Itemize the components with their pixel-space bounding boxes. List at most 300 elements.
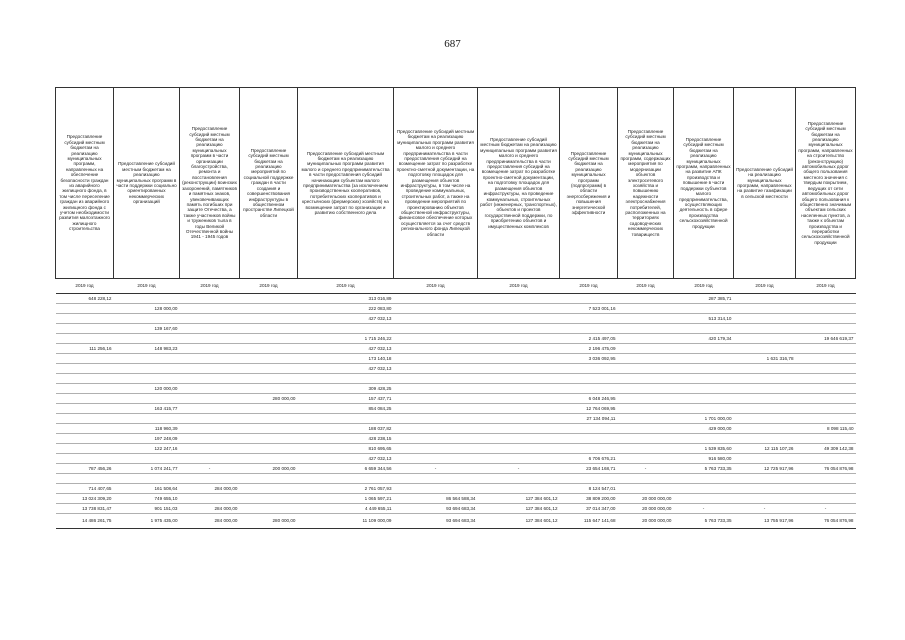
table-cell: 8 098 115,40 — [796, 424, 856, 434]
table-cell — [180, 394, 240, 404]
table-cell: 120 000,00 — [114, 384, 180, 394]
table-cell — [618, 354, 674, 364]
table-cell: 854 084,25 — [298, 404, 394, 414]
table-cell — [240, 424, 298, 434]
table-cell — [240, 494, 298, 504]
table-cell — [734, 364, 796, 374]
table-cell — [734, 414, 796, 424]
table-cell — [478, 434, 560, 444]
total-cell: 115 647 141,68 — [560, 514, 618, 529]
table-cell — [560, 444, 618, 454]
table-cell: 122 247,16 — [114, 444, 180, 454]
table-cell: 163 415,77 — [114, 404, 180, 414]
total-cell: 14 486 261,75 — [56, 514, 114, 529]
total-cell: 76 054 876,98 — [796, 514, 856, 529]
table-cell — [478, 384, 560, 394]
table-cell — [180, 404, 240, 414]
table-cell — [240, 404, 298, 414]
table-cell — [618, 334, 674, 344]
table-cell — [114, 454, 180, 464]
column-header: Предоставление субсидий местным бюджетам на реализацию муниципальных программ развития малого и среднего предпринимательства в части предоставления субсидий на возмещение затрат по разработке проектно-сметной документации, на подготовку площадок для размещения объектов инфраструктуры, на проведение коммунальных, строительных работ (инженерных, транспортных), объектов и проектов государственной поддержки, по приобретению объектов и имущественных комплексов — [478, 88, 560, 279]
budget-table — [55, 87, 856, 529]
table-cell — [796, 314, 856, 324]
table-cell — [796, 434, 856, 444]
table-cell — [180, 434, 240, 444]
table-row — [56, 304, 856, 314]
column-header: Предоставление субсидий местным бюджетам на реализацию муниципальных программ, направленных на строительство (реконструкцию) автомобильных дорог общего пользования местного значения с твердым покрытием, ведущих от сети автомобильных дорог общего пользования к общественно значимым объектам сельских населенных пунктов, а также к объектам производства и переработки сельскохозяйственной продукции — [796, 88, 856, 279]
table-cell — [796, 374, 856, 384]
table-cell — [56, 314, 114, 324]
table-cell: 118 960,39 — [114, 424, 180, 434]
table-cell: 787 456,26 — [56, 464, 114, 474]
table-cell — [114, 474, 180, 484]
table-cell — [240, 474, 298, 484]
table-cell — [298, 374, 394, 384]
table-cell — [298, 474, 394, 484]
table-cell — [618, 344, 674, 354]
table-cell — [560, 364, 618, 374]
table-cell — [180, 354, 240, 364]
table-cell: 1 715 246,22 — [298, 334, 394, 344]
table-cell — [56, 384, 114, 394]
table-cell — [796, 404, 856, 414]
table-cell — [394, 314, 478, 324]
table-cell: 4 449 655,11 — [298, 504, 394, 514]
table-cell: - — [180, 464, 240, 474]
table-cell — [394, 364, 478, 374]
year-label: 2019 год — [734, 279, 796, 294]
table-cell — [394, 424, 478, 434]
table-cell: 13 024 309,20 — [56, 494, 114, 504]
table-row — [56, 364, 856, 374]
column-header: Предоставление субсидий местным бюджетам на реализацию муниципальных программ, направленных на обеспечение безопасности граждан из аварийного жилищного фонда, в том числе переселение граждан из аварийного жилищного фонда с учетом необходимости развития малоэтажного жилищного строительства — [56, 88, 114, 279]
table-cell — [240, 454, 298, 464]
table-cell — [240, 294, 298, 304]
table-cell: 5 763 733,35 — [674, 464, 734, 474]
table-cell — [114, 394, 180, 404]
table-cell — [180, 334, 240, 344]
table-cell: 1 065 597,21 — [298, 494, 394, 504]
column-header: Предоставление субсидий местным бюджетам на реализацию муниципальных программ (подпрограмм) в области энергосбережения и повышения энергетической эффективности — [560, 88, 618, 279]
table-cell — [478, 394, 560, 404]
table-cell: 7 523 001,16 — [560, 304, 618, 314]
table-row — [56, 334, 856, 344]
table-cell — [796, 384, 856, 394]
table-cell — [394, 384, 478, 394]
table-cell — [734, 434, 796, 444]
table-cell — [674, 324, 734, 334]
column-header: Предоставление субсидий местным бюджетам на реализацию муниципальных программ развития малого и среднего предпринимательства в части предоставления субсидий на возмещение затрат по разработке проектно-сметной документации, на подготовку площадок для размещения объектов инфраструктуры, в том числе на проведение коммунальных, строительных работ, а также на проведение мероприятий по проектированию объектов общественной инфраструктуры, финансовое обеспечение которых осуществляется за счет средств регионального фонда Липецкой области — [394, 88, 478, 279]
table-cell — [674, 474, 734, 484]
table-cell — [180, 414, 240, 424]
table-cell: 111 256,16 — [56, 344, 114, 354]
table-cell: 714 407,65 — [56, 484, 114, 494]
table-cell — [618, 454, 674, 464]
table-cell: 810 695,65 — [298, 444, 394, 454]
table-row — [56, 324, 856, 334]
table-cell — [180, 324, 240, 334]
table-cell — [478, 354, 560, 364]
table-cell — [240, 324, 298, 334]
column-header: Предоставление субсидий местным бюджетам на реализацию муниципальных программ, содержащих мероприятия по модернизации объектов электросетевого хозяйства и повышению надежности электроснабжения потребителей, расположенных на территориях садоводческих некоммерческих товариществ — [618, 88, 674, 279]
table-cell — [618, 424, 674, 434]
table-cell: 12 764 069,95 — [560, 404, 618, 414]
table-cell — [618, 434, 674, 444]
table-cell — [298, 324, 394, 334]
year-row — [56, 279, 856, 294]
table-cell — [734, 334, 796, 344]
table-row — [56, 354, 856, 364]
table-cell: 916 580,00 — [674, 454, 734, 464]
table-cell — [56, 304, 114, 314]
table-row — [56, 394, 856, 404]
table-cell: 8 124 547,01 — [560, 484, 618, 494]
table-cell — [180, 294, 240, 304]
table-cell — [240, 504, 298, 514]
table-cell: 6 659 344,56 — [298, 464, 394, 474]
table-cell — [796, 394, 856, 404]
table-cell — [618, 394, 674, 404]
table-cell: 1 631 316,78 — [734, 354, 796, 364]
table-row — [56, 434, 856, 444]
table-cell — [674, 434, 734, 444]
table-cell — [180, 494, 240, 504]
table-cell — [734, 494, 796, 504]
table-cell — [618, 364, 674, 374]
table-cell — [180, 374, 240, 384]
table-cell — [478, 474, 560, 484]
total-cell: 20 000 000,00 — [618, 514, 674, 529]
table-cell — [180, 444, 240, 454]
table-cell — [240, 314, 298, 324]
total-cell: 127 384 601,12 — [478, 514, 560, 529]
table-cell: 3 036 092,95 — [560, 354, 618, 364]
table-cell — [394, 414, 478, 424]
table-cell — [478, 304, 560, 314]
table-cell: 749 655,10 — [114, 494, 180, 504]
table-cell: - — [734, 504, 796, 514]
year-label: 2019 год — [478, 279, 560, 294]
table-cell: 901 151,03 — [114, 504, 180, 514]
column-header: Предоставление субсидий местным бюджетам на реализацию мероприятий по социальной поддержке граждан в части создания и совершенствования инфраструктуры в общественном пространстве Липецкой области — [240, 88, 298, 279]
table-cell: - — [674, 504, 734, 514]
table-cell — [56, 404, 114, 414]
table-cell — [674, 484, 734, 494]
table-cell — [56, 354, 114, 364]
total-cell: 280 000,00 — [240, 514, 298, 529]
table-cell: 139 167,60 — [114, 324, 180, 334]
table-cell — [560, 314, 618, 324]
table-cell — [618, 304, 674, 314]
table-cell — [56, 414, 114, 424]
table-cell — [674, 364, 734, 374]
table-cell — [734, 404, 796, 414]
table-cell — [478, 314, 560, 324]
table-cell — [734, 424, 796, 434]
table-cell: 38 809 200,00 — [560, 494, 618, 504]
table-cell: 27 134 094,11 — [560, 414, 618, 424]
table-cell: 427 032,13 — [298, 454, 394, 464]
table-cell — [674, 384, 734, 394]
table-cell — [618, 474, 674, 484]
table-cell — [734, 454, 796, 464]
table-cell — [560, 324, 618, 334]
table-cell — [796, 324, 856, 334]
column-header: Предоставление субсидий местным бюджетам на реализацию муниципальных программ в части поддержки социально ориентированных некоммерческих организаций — [114, 88, 180, 279]
table-cell — [180, 314, 240, 324]
total-cell: 93 694 683,34 — [394, 514, 478, 529]
table-cell — [180, 474, 240, 484]
table-cell — [796, 344, 856, 354]
table-cell — [394, 344, 478, 354]
total-row — [56, 514, 856, 529]
table-cell: 148 983,23 — [114, 344, 180, 354]
year-label: 2019 год — [56, 279, 114, 294]
table-cell — [180, 344, 240, 354]
table-cell: 280 000,00 — [240, 394, 298, 404]
table-cell: 2 761 057,93 — [298, 484, 394, 494]
table-row — [56, 414, 856, 424]
table-cell: 200 000,00 — [240, 464, 298, 474]
table-cell — [114, 314, 180, 324]
table-cell: 6 048 246,95 — [560, 394, 618, 404]
table-cell — [796, 474, 856, 484]
table-cell — [478, 344, 560, 354]
year-label: 2019 год — [180, 279, 240, 294]
table-row — [56, 424, 856, 434]
table-cell — [796, 454, 856, 464]
total-cell: 13 755 917,96 — [734, 514, 796, 529]
table-cell — [114, 354, 180, 364]
table-row — [56, 464, 856, 474]
table-cell — [478, 444, 560, 454]
table-cell: 427 032,13 — [298, 314, 394, 324]
table-cell — [180, 384, 240, 394]
table-cell: 1 539 835,60 — [674, 444, 734, 454]
total-cell: 11 109 000,09 — [298, 514, 394, 529]
table-cell: - — [796, 504, 856, 514]
table-row — [56, 374, 856, 384]
table-cell: 197 248,09 — [114, 434, 180, 444]
table-cell — [796, 484, 856, 494]
table-cell — [478, 324, 560, 334]
column-header: Предоставление субсидий местным бюджетам на реализацию муниципальных программ, направленных на развитие АПК производства и повышение в части поддержки субъектов малого предпринимательства, осуществляющих деятельность в сфере производства сельскохозяйственной продукции — [674, 88, 734, 279]
header-row — [56, 88, 856, 279]
table-cell — [56, 364, 114, 374]
table-cell — [560, 474, 618, 484]
table-cell — [796, 304, 856, 314]
table-cell — [394, 294, 478, 304]
year-label: 2019 год — [796, 279, 856, 294]
table-cell — [734, 344, 796, 354]
table-cell — [560, 424, 618, 434]
table-cell — [56, 334, 114, 344]
table-cell — [674, 354, 734, 364]
table-cell — [618, 324, 674, 334]
table-cell: - — [478, 464, 560, 474]
table-row — [56, 444, 856, 454]
table-cell: 49 309 142,38 — [796, 444, 856, 454]
table-cell — [478, 334, 560, 344]
table-cell: 37 014 347,00 — [560, 504, 618, 514]
table-cell — [240, 334, 298, 344]
table-cell: 86 564 588,34 — [394, 494, 478, 504]
table-row — [56, 344, 856, 354]
table-cell — [560, 374, 618, 384]
total-cell: 5 763 733,35 — [674, 514, 734, 529]
table-cell: 648 228,12 — [56, 294, 114, 304]
table-cell: 309 428,25 — [298, 384, 394, 394]
table-cell: 188 037,82 — [298, 424, 394, 434]
table-cell — [734, 384, 796, 394]
table-cell — [394, 404, 478, 414]
year-label: 2019 год — [240, 279, 298, 294]
table-cell: 420 179,34 — [674, 334, 734, 344]
year-label: 2019 год — [674, 279, 734, 294]
table-cell — [674, 304, 734, 314]
table-cell: 427 032,13 — [298, 344, 394, 354]
table-cell — [674, 344, 734, 354]
table-cell — [240, 434, 298, 444]
table-cell — [394, 394, 478, 404]
table-cell: 12 115 107,26 — [734, 444, 796, 454]
table-cell: 20 000 000,00 — [618, 504, 674, 514]
table-cell — [56, 434, 114, 444]
table-cell — [618, 414, 674, 424]
table-cell — [56, 394, 114, 404]
table-cell — [618, 384, 674, 394]
total-cell: 1 975 435,00 — [114, 514, 180, 529]
table-cell: 127 384 601,12 — [478, 504, 560, 514]
table-cell — [478, 414, 560, 424]
table-cell — [478, 364, 560, 374]
year-label: 2019 год — [618, 279, 674, 294]
table-row — [56, 494, 856, 504]
table-cell — [180, 424, 240, 434]
column-header: Предоставление субсидий местным бюджетам на реализацию муниципальных программ развития малого и среднего предпринимательства в части предоставления субсидий начинающим субъектам малого предпринимательства (за исключением производственных кооперативов, потребительских кооперативов и крестьянских (фермерских) хозяйств) на возмещение затрат по организации и развитию собственного дела — [298, 88, 394, 279]
table-cell — [56, 474, 114, 484]
table-cell: 429 000,00 — [674, 424, 734, 434]
table-cell — [796, 354, 856, 364]
year-label: 2019 год — [560, 279, 618, 294]
table-cell — [240, 374, 298, 384]
table-cell — [478, 484, 560, 494]
table-cell — [298, 414, 394, 424]
table-cell — [796, 414, 856, 424]
table-cell: 287 385,71 — [674, 294, 734, 304]
table-cell — [240, 484, 298, 494]
table-row — [56, 504, 856, 514]
table-cell — [734, 374, 796, 384]
table-cell: 13 738 831,47 — [56, 504, 114, 514]
table-cell: 12 725 917,96 — [734, 464, 796, 474]
table-row — [56, 454, 856, 464]
table-cell — [560, 294, 618, 304]
table-cell — [240, 414, 298, 424]
table-cell — [56, 454, 114, 464]
table-cell: 157 437,71 — [298, 394, 394, 404]
table-cell — [240, 384, 298, 394]
table-row — [56, 484, 856, 494]
table-cell — [394, 374, 478, 384]
table-cell — [240, 344, 298, 354]
table-cell — [394, 474, 478, 484]
table-cell: 20 000 000,00 — [618, 494, 674, 504]
table-cell — [618, 314, 674, 324]
table-cell — [394, 334, 478, 344]
table-cell: 161 508,64 — [114, 484, 180, 494]
table-cell — [674, 494, 734, 504]
table-cell — [734, 304, 796, 314]
table-cell: 313 016,89 — [298, 294, 394, 304]
table-cell: 284 000,00 — [180, 484, 240, 494]
table-cell — [734, 294, 796, 304]
table-cell — [394, 354, 478, 364]
table-cell — [478, 294, 560, 304]
table-cell — [114, 334, 180, 344]
page-number: 687 — [444, 38, 461, 50]
table-cell: 222 083,80 — [298, 304, 394, 314]
table-cell — [734, 314, 796, 324]
table-cell — [394, 484, 478, 494]
table-cell — [394, 434, 478, 444]
table-cell: - — [618, 464, 674, 474]
table-cell — [240, 304, 298, 314]
table-cell — [734, 324, 796, 334]
year-label: 2019 год — [114, 279, 180, 294]
table-cell — [734, 394, 796, 404]
table-cell — [56, 444, 114, 454]
table-cell: 76 054 876,98 — [796, 464, 856, 474]
table-cell — [560, 434, 618, 444]
table-cell: 2 415 497,05 — [560, 334, 618, 344]
table-cell — [394, 324, 478, 334]
table-cell — [394, 444, 478, 454]
total-cell: 284 000,00 — [180, 514, 240, 529]
table-cell — [478, 374, 560, 384]
table-cell: 428 238,15 — [298, 434, 394, 444]
table-cell — [394, 454, 478, 464]
table-row — [56, 314, 856, 324]
table-cell — [618, 374, 674, 384]
table-cell — [674, 394, 734, 404]
table-cell: 284 000,00 — [180, 504, 240, 514]
table-cell — [240, 354, 298, 364]
column-header: Предоставление субсидий местным бюджетам на реализацию муниципальных программ в части организации благоустройства, ремонта и восстановления (реконструкции) воинских захоронений, памятников и памятных знаков, увековечивающих память погибших при защите Отечества, а также участников войны и тружеников тыла в годы Великой Отечественной войны 1941 - 1945 годов — [180, 88, 240, 279]
table-cell: 128 000,00 — [114, 304, 180, 314]
table-cell: 23 654 168,71 — [560, 464, 618, 474]
table-cell — [478, 404, 560, 414]
table-cell: 2 196 475,09 — [560, 344, 618, 354]
table-cell — [478, 454, 560, 464]
table-row — [56, 474, 856, 484]
table-cell — [618, 404, 674, 414]
table-cell — [618, 294, 674, 304]
table-cell: 513 314,10 — [674, 314, 734, 324]
year-label: 2019 год — [298, 279, 394, 294]
table-cell — [56, 374, 114, 384]
table-row — [56, 384, 856, 394]
table-cell — [240, 444, 298, 454]
table-cell — [240, 364, 298, 374]
table-cell — [796, 294, 856, 304]
table-cell — [796, 364, 856, 374]
table-row — [56, 404, 856, 414]
table-cell — [674, 404, 734, 414]
table-row — [56, 294, 856, 304]
table-cell: 127 384 601,12 — [478, 494, 560, 504]
table-cell — [734, 474, 796, 484]
